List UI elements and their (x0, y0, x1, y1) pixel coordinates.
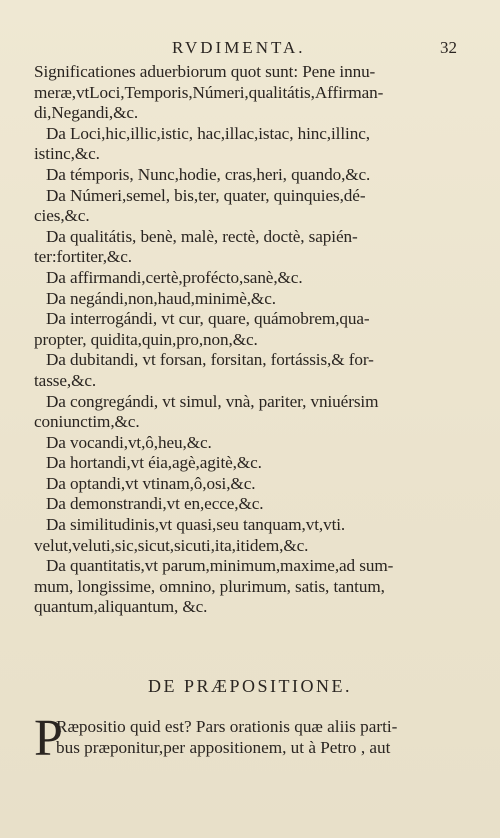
text-line: di,Negandi,&c. (34, 103, 139, 123)
text-line: Da affirmandi,certè,profécto,sanè,&c. (46, 267, 303, 287)
running-title: RVDIMENTA. (172, 38, 306, 57)
text-line: meræ,vtLoci,Temporis,Númeri,qualitátis,Affirman- (34, 82, 384, 102)
text-line: Da témporis, Nunc,hodie, cras,heri, quando,&c. (46, 164, 371, 184)
running-head (0, 38, 500, 62)
drop-cap: P (34, 710, 63, 767)
text-line: Da vocandi,vt,ô,heu,&c. (46, 432, 212, 452)
paragraph-line: bus præponitur,per appositionem, ut à Petro , aut (56, 738, 391, 757)
paragraph-line: Ræpositio quid est? Pars orationis quæ aliis parti- (56, 717, 398, 736)
page-number: 32 (440, 38, 457, 57)
text-line: Da optandi,vt vtinam,ô,osi,&c. (46, 473, 256, 493)
text-line: Da hortandi,vt éia,agè,agitè,&c. (46, 453, 262, 473)
text-line: Da congregándi, vt simul, vnà, pariter, vniuérsim (46, 391, 379, 411)
text-line: Da Númeri,semel, bis,ter, quater, quinquies,dé- (46, 185, 366, 205)
text-line: Da negándi,non,haud,minimè,&c. (46, 288, 276, 308)
text-line: velut,veluti,sic,sicut,sicuti,ita,itidem,&c. (34, 535, 309, 555)
text-line: istinc,&c. (34, 144, 100, 164)
text-line: Da qualitátis, benè, malè, rectè, doctè, sapién- (46, 226, 358, 246)
text-line: propter, quidita,quin,pro,non,&c. (34, 329, 258, 349)
text-line: Da quantitatis,vt parum,minimum,maxime,ad sum- (46, 556, 394, 576)
text-line: quantum,aliquantum, &c. (34, 597, 208, 617)
body-text (34, 62, 462, 618)
text-line: coniunctim,&c. (34, 412, 140, 432)
text-line: Da Loci,hic,illic,istic, hac,illac,istac, hinc,illinc, (46, 123, 370, 143)
text-line: cies,&c. (34, 206, 90, 226)
text-line: ter:fortiter,&c. (34, 247, 132, 267)
text-line: Da dubitandi, vt forsan, forsitan, fortássis,& for- (46, 350, 374, 370)
text-line: mum, longissime, omnino, plurimum, satis, tantum, (34, 576, 385, 596)
text-line: tasse,&c. (34, 370, 97, 390)
section-heading: DE PRÆPOSITIONE. (147, 676, 352, 696)
text-line: Da similitudinis,vt quasi,seu tanquam,vt,vti. (46, 515, 346, 535)
text-line: Da interrogándi, vt cur, quare, quámobrem,qua- (46, 309, 370, 329)
text-line: Significationes aduerbiorum quot sunt: Pene innu- (34, 62, 376, 81)
text-line: Da demonstrandi,vt en,ecce,&c. (46, 494, 264, 514)
paragraph (34, 710, 464, 767)
